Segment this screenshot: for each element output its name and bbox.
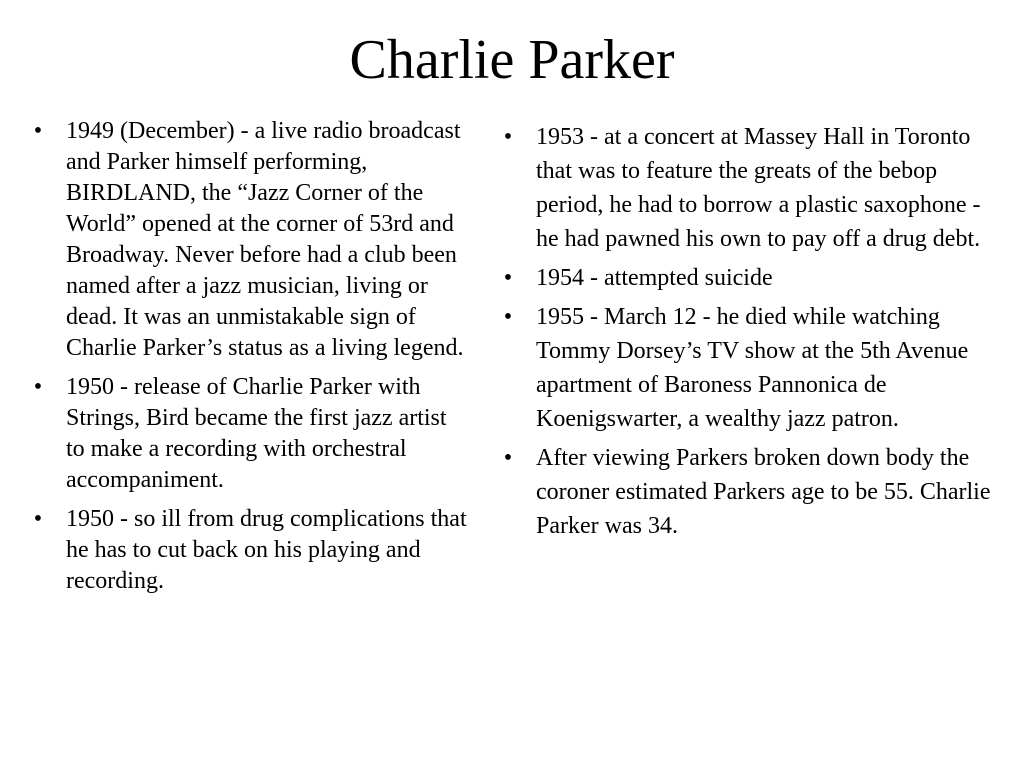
right-bullet-list bbox=[492, 120, 1002, 548]
bullet-text: 1955 - March 12 - he died while watching Tommy Dorsey’s TV show at the 5th Avenue apartment of Baroness Pannonica de Koenigswarter, a wealthy jazz patron. bbox=[536, 304, 969, 432]
left-bullet-list bbox=[22, 116, 470, 605]
bullet-item bbox=[492, 261, 1002, 295]
bullet-text: 1954 - attempted suicide bbox=[536, 265, 773, 291]
bullet-dot-icon: • bbox=[33, 118, 43, 144]
bullet-item bbox=[22, 504, 470, 597]
bullet-item bbox=[492, 441, 1002, 543]
bullet-dot-icon: • bbox=[503, 304, 513, 330]
bullet-item bbox=[492, 300, 1002, 436]
bullet-dot-icon: • bbox=[503, 124, 513, 150]
bullet-dot-icon: • bbox=[503, 265, 513, 291]
bullet-text: After viewing Parkers broken down body the coroner estimated Parkers age to be 55. Charlie Parker was 34. bbox=[536, 445, 991, 539]
bullet-item bbox=[22, 116, 470, 364]
bullet-dot-icon: • bbox=[33, 506, 43, 532]
bullet-item bbox=[22, 372, 470, 496]
bullet-dot-icon: • bbox=[33, 374, 43, 400]
slide-title: Charlie Parker bbox=[349, 29, 675, 91]
bullet-text: 1949 (December) - a live radio broadcast and Parker himself performing, BIRDLAND, the “Jazz Corner of the World” opened at the corner of 53rd and Broadway. Never before had a club been named after a jazz musician, living or dead. It was an unmistakable sign of Charlie Parker’s status as a living legend. bbox=[66, 118, 464, 361]
bullet-item bbox=[492, 120, 1002, 256]
bullet-text: 1950 - so ill from drug complications that he has to cut back on his playing and recording. bbox=[66, 506, 467, 594]
bullet-text: 1953 - at a concert at Massey Hall in Toronto that was to feature the greats of the bebop period, he had to borrow a plastic saxophone - he had pawned his own to pay off a drug debt. bbox=[536, 124, 981, 252]
bullet-text: 1950 - release of Charlie Parker with Strings, Bird became the first jazz artist to make a recording with orchestral accompaniment. bbox=[66, 374, 447, 493]
bullet-dot-icon: • bbox=[503, 445, 513, 471]
